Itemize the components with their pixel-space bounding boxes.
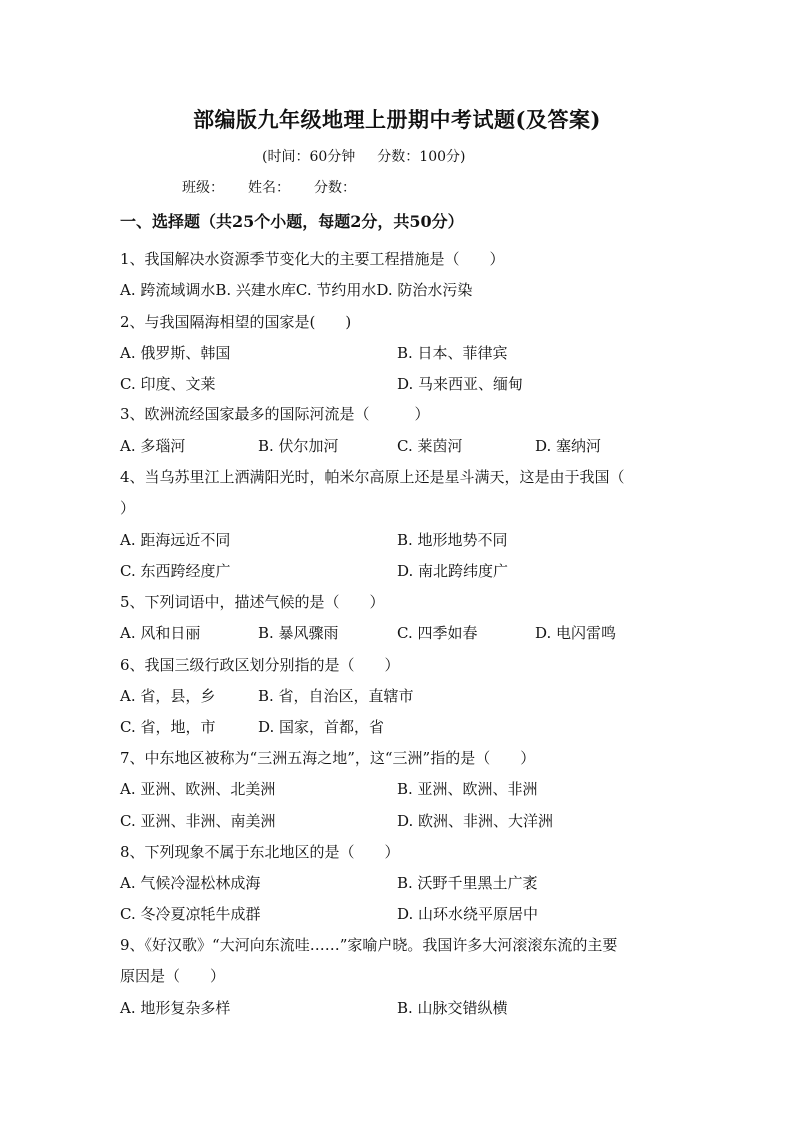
option-a: A. 气候冷湿松林成海 (120, 874, 261, 892)
option-b: B. 伏尔加河 (258, 437, 339, 455)
option-c: C. 冬冷夏凉牦牛成群 (120, 905, 261, 923)
option-a: A. 距海远近不同 (120, 531, 231, 549)
exam-time: (时间：60分钟 (262, 149, 356, 165)
question-stem: 2、与我国隔海相望的国家是( ) (120, 313, 352, 331)
option-d: D. 塞纳河 (535, 437, 602, 455)
option-a: A. 俄罗斯、韩国 (120, 344, 231, 362)
name-label: 姓名： (248, 180, 290, 196)
student-info (182, 177, 380, 197)
option-b: B. 山脉交错纵横 (397, 999, 508, 1017)
option-a: A. 风和日丽 (120, 624, 201, 642)
exam-meta (262, 146, 487, 166)
option-b: B. 亚洲、欧洲、非洲 (397, 780, 538, 798)
option-d: D. 马来西亚、缅甸 (397, 375, 524, 393)
option-a: A. 多瑙河 (120, 437, 186, 455)
option-b: B. 暴风骤雨 (258, 624, 339, 642)
option-b: B. 省，自治区，直辖市 (258, 687, 414, 705)
question-stem: 7、中东地区被称为“三洲五海之地”，这“三洲”指的是（ ） (120, 749, 536, 767)
option-b: B. 地形地势不同 (397, 531, 508, 549)
class-label: 班级： (182, 180, 224, 196)
option-c: C. 省，地，市 (120, 718, 216, 736)
option-c: C. 四季如春 (397, 624, 478, 642)
option-a: A. 地形复杂多样 (120, 999, 231, 1017)
option-a: A. 省，县，乡 (120, 687, 216, 705)
option-a: A. 亚洲、欧洲、北美洲 (120, 780, 276, 798)
option-c: C. 莱茵河 (397, 437, 463, 455)
question-stem: 3、欧洲流经国家最多的国际河流是（ ） (120, 405, 430, 423)
section-title: 一、选择题（共25个小题，每题2分，共50分） (120, 212, 464, 231)
option-c: C. 印度、文莱 (120, 375, 216, 393)
option-d: D. 南北跨纬度广 (397, 562, 509, 580)
exam-title: 部编版九年级地理上册期中考试题(及答案) (193, 107, 601, 132)
option-b: B. 沃野千里黑土广袤 (397, 874, 538, 892)
question-stem: 9、《好汉歌》“大河向东流哇……”家喻户晓。我国许多大河滚滚东流的主要 (120, 936, 618, 954)
option-c: C. 东西跨经度广 (120, 562, 231, 580)
option-d: D. 电闪雷鸣 (535, 624, 617, 642)
question-stem: 1、我国解决水资源季节变化大的主要工程措施是（ ） (120, 250, 505, 268)
question-stem: 5、下列词语中，描述气候的是（ ） (120, 593, 385, 611)
question-options: A. 跨流域调水B. 兴建水库C. 节约用水D. 防治水污染 (120, 281, 473, 299)
question-stem-continued: 原因是（ ） (120, 967, 226, 985)
option-d: D. 欧洲、非洲、大洋洲 (397, 812, 554, 830)
option-d: D. 国家，首都，省 (258, 718, 385, 736)
question-stem: 4、当乌苏里江上洒满阳光时，帕米尔高原上还是星斗满天，这是由于我国（ (120, 468, 625, 486)
exam-total-score: 分数：100分) (377, 149, 466, 165)
question-stem: 8、下列现象不属于东北地区的是（ ） (120, 843, 400, 861)
option-b: B. 日本、菲律宾 (397, 344, 508, 362)
option-d: D. 山环水绕平原居中 (397, 905, 539, 923)
score-label: 分数： (314, 180, 356, 196)
question-stem-continued: ） (120, 499, 136, 517)
question-stem: 6、我国三级行政区划分别指的是（ ） (120, 656, 400, 674)
option-c: C. 亚洲、非洲、南美洲 (120, 812, 276, 830)
